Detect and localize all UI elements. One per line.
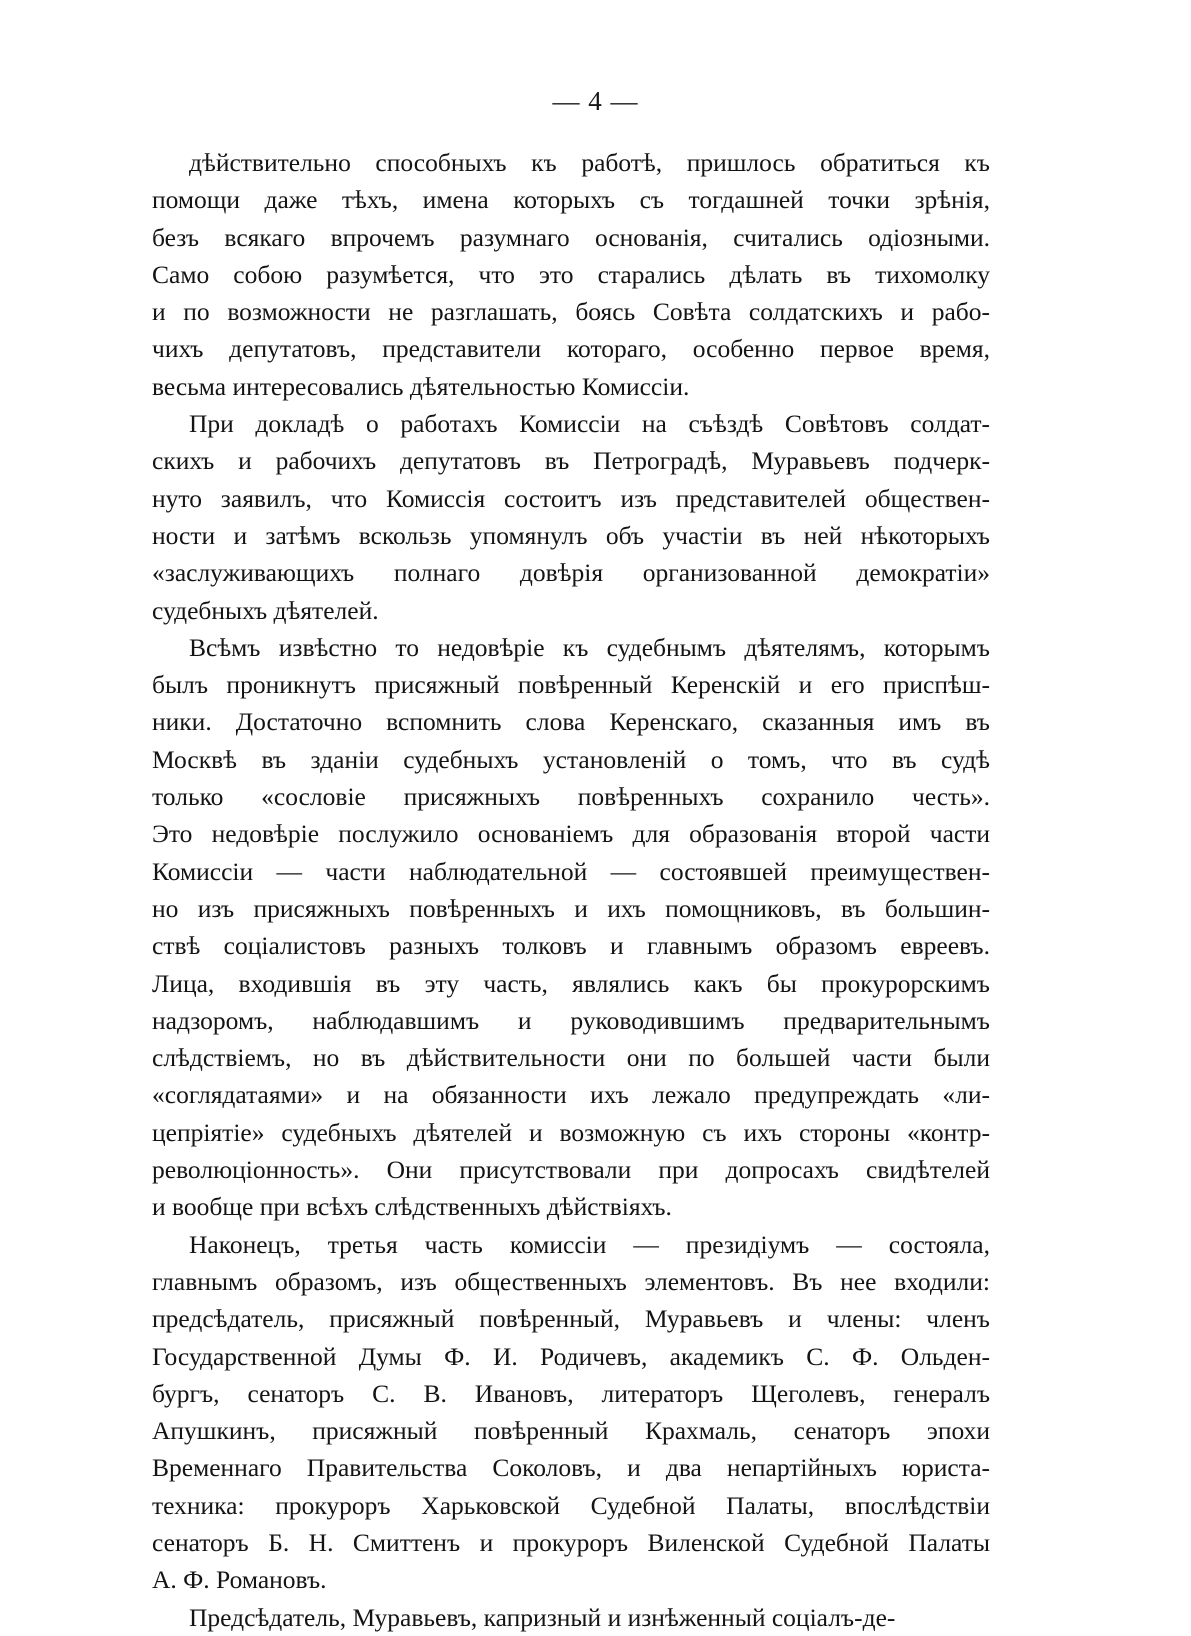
text-line: и по возможности не разглашать, боясь Совѣта солдатскихъ и рабо- [152, 297, 990, 327]
text-line: А. Ф. Романовъ. [152, 1565, 327, 1595]
text-line: дѣйствительно способныхъ къ работѣ, пришлось обратиться къ [189, 148, 990, 177]
text-line: предсѣдатель, присяжный повѣренный, Муравьевъ и члены: членъ [152, 1304, 990, 1334]
text-line: Наконецъ, третья часть комиссіи — президіумъ — состояла, [189, 1229, 990, 1259]
text-line: Апушкинъ, присяжный повѣренный Крахмаль, сенаторъ эпохи [152, 1416, 990, 1446]
text-line: ности и затѣмъ вскользь упомянулъ объ участіи въ ней нѣкоторыхъ [152, 520, 990, 550]
text-line: Лица, входившія въ эту часть, являлись какъ бы прокурорскимъ [152, 968, 990, 998]
text-line: помощи даже тѣхъ, имена которыхъ съ тогдашней точки зрѣнія, [152, 185, 990, 215]
text-line: нуто заявилъ, что Комиссія состоитъ изъ представителей обществен- [152, 483, 990, 513]
text-line: слѣдствіемъ, но въ дѣйствительности они по большей части были [152, 1043, 990, 1073]
text-line: главнымъ образомъ, изъ общественныхъ элементовъ. Въ нее входили: [152, 1266, 990, 1296]
text-line: Временнаго Правительства Соколовъ, и два непартійныхъ юриста- [152, 1453, 990, 1483]
paragraph [152, 144, 990, 405]
text-line: весьма интересовались дѣятельностью Комиссіи. [152, 371, 690, 401]
text-line: Всѣмъ извѣстно то недовѣріе къ судебнымъ дѣятелямъ, которымъ [189, 632, 990, 662]
page-number: — 4 — [552, 86, 639, 116]
text-line: Это недовѣріе послужило основаніемъ для образованія второй части [152, 819, 990, 849]
text-line: Москвѣ въ зданіи судебныхъ установленій о томъ, что въ судѣ [152, 744, 990, 774]
text-line: «соглядатаями» и на обязанности ихъ лежало предупреждать «ли- [152, 1080, 990, 1110]
paragraph [152, 629, 990, 1226]
text-line: При докладѣ о работахъ Комиссіи на съѣздѣ Совѣтовъ солдат- [189, 409, 990, 439]
text-line: техника: прокуроръ Харьковской Судебной Палаты, впослѣдствіи [152, 1490, 990, 1520]
text-line: безъ всякаго впрочемъ разумнаго основанія, считались одіозными. [152, 222, 990, 252]
text-line: сенаторъ Б. Н. Смиттенъ и прокуроръ Виленской Судебной Палаты [152, 1527, 990, 1557]
text-line: Государственной Думы Ф. И. Родичевъ, академикъ С. Ф. Ольден- [152, 1341, 990, 1371]
paragraph [152, 1599, 990, 1636]
text-line: бургъ, сенаторъ С. В. Ивановъ, литераторъ Щеголевъ, генералъ [152, 1378, 990, 1408]
text-line: революціонность». Они присутствовали при допросахъ свидѣтелей [152, 1155, 990, 1185]
text-line: Комиссіи — части наблюдательной — состоявшей преимуществен- [152, 856, 990, 886]
text-line: цепріятіе» судебныхъ дѣятелей и возможную съ ихъ стороны «контр- [152, 1117, 990, 1147]
text-line: былъ проникнутъ присяжный повѣренный Керенскій и его приспѣш- [152, 670, 990, 700]
text-line: судебныхъ дѣятелей. [152, 595, 379, 625]
text-line: чихъ депутатовъ, представители котораго, особенно первое время, [152, 334, 990, 364]
text-line: скихъ и рабочихъ депутатовъ въ Петроградѣ, Муравьевъ подчерк- [152, 446, 990, 476]
text-line: только «сословіе присяжныхъ повѣренныхъ сохранило честь». [152, 782, 990, 812]
text-line: но изъ присяжныхъ повѣренныхъ и ихъ помощниковъ, въ большин- [152, 893, 990, 923]
text-line: и вообще при всѣхъ слѣдственныхъ дѣйствіяхъ. [152, 1192, 672, 1222]
text-line: Само собою разумѣется, что это старались дѣлать въ тихомолку [152, 259, 990, 289]
text-line: надзоромъ, наблюдавшимъ и руководившимъ предварительнымъ [152, 1005, 990, 1035]
paragraph [152, 1226, 990, 1599]
body-text [152, 144, 990, 1636]
text-line: Предсѣдатель, Муравьевъ, капризный и изнѣженный соціалъ-де- [189, 1602, 896, 1632]
text-line: «заслуживающихъ полнаго довѣрія организованной демократіи» [152, 558, 990, 588]
text-line: ники. Достаточно вспомнить слова Керенскаго, сказанныя имъ въ [152, 707, 990, 737]
paragraph [152, 405, 990, 629]
text-line: ствѣ соціалистовъ разныхъ толковъ и главнымъ образомъ евреевъ. [152, 931, 990, 961]
